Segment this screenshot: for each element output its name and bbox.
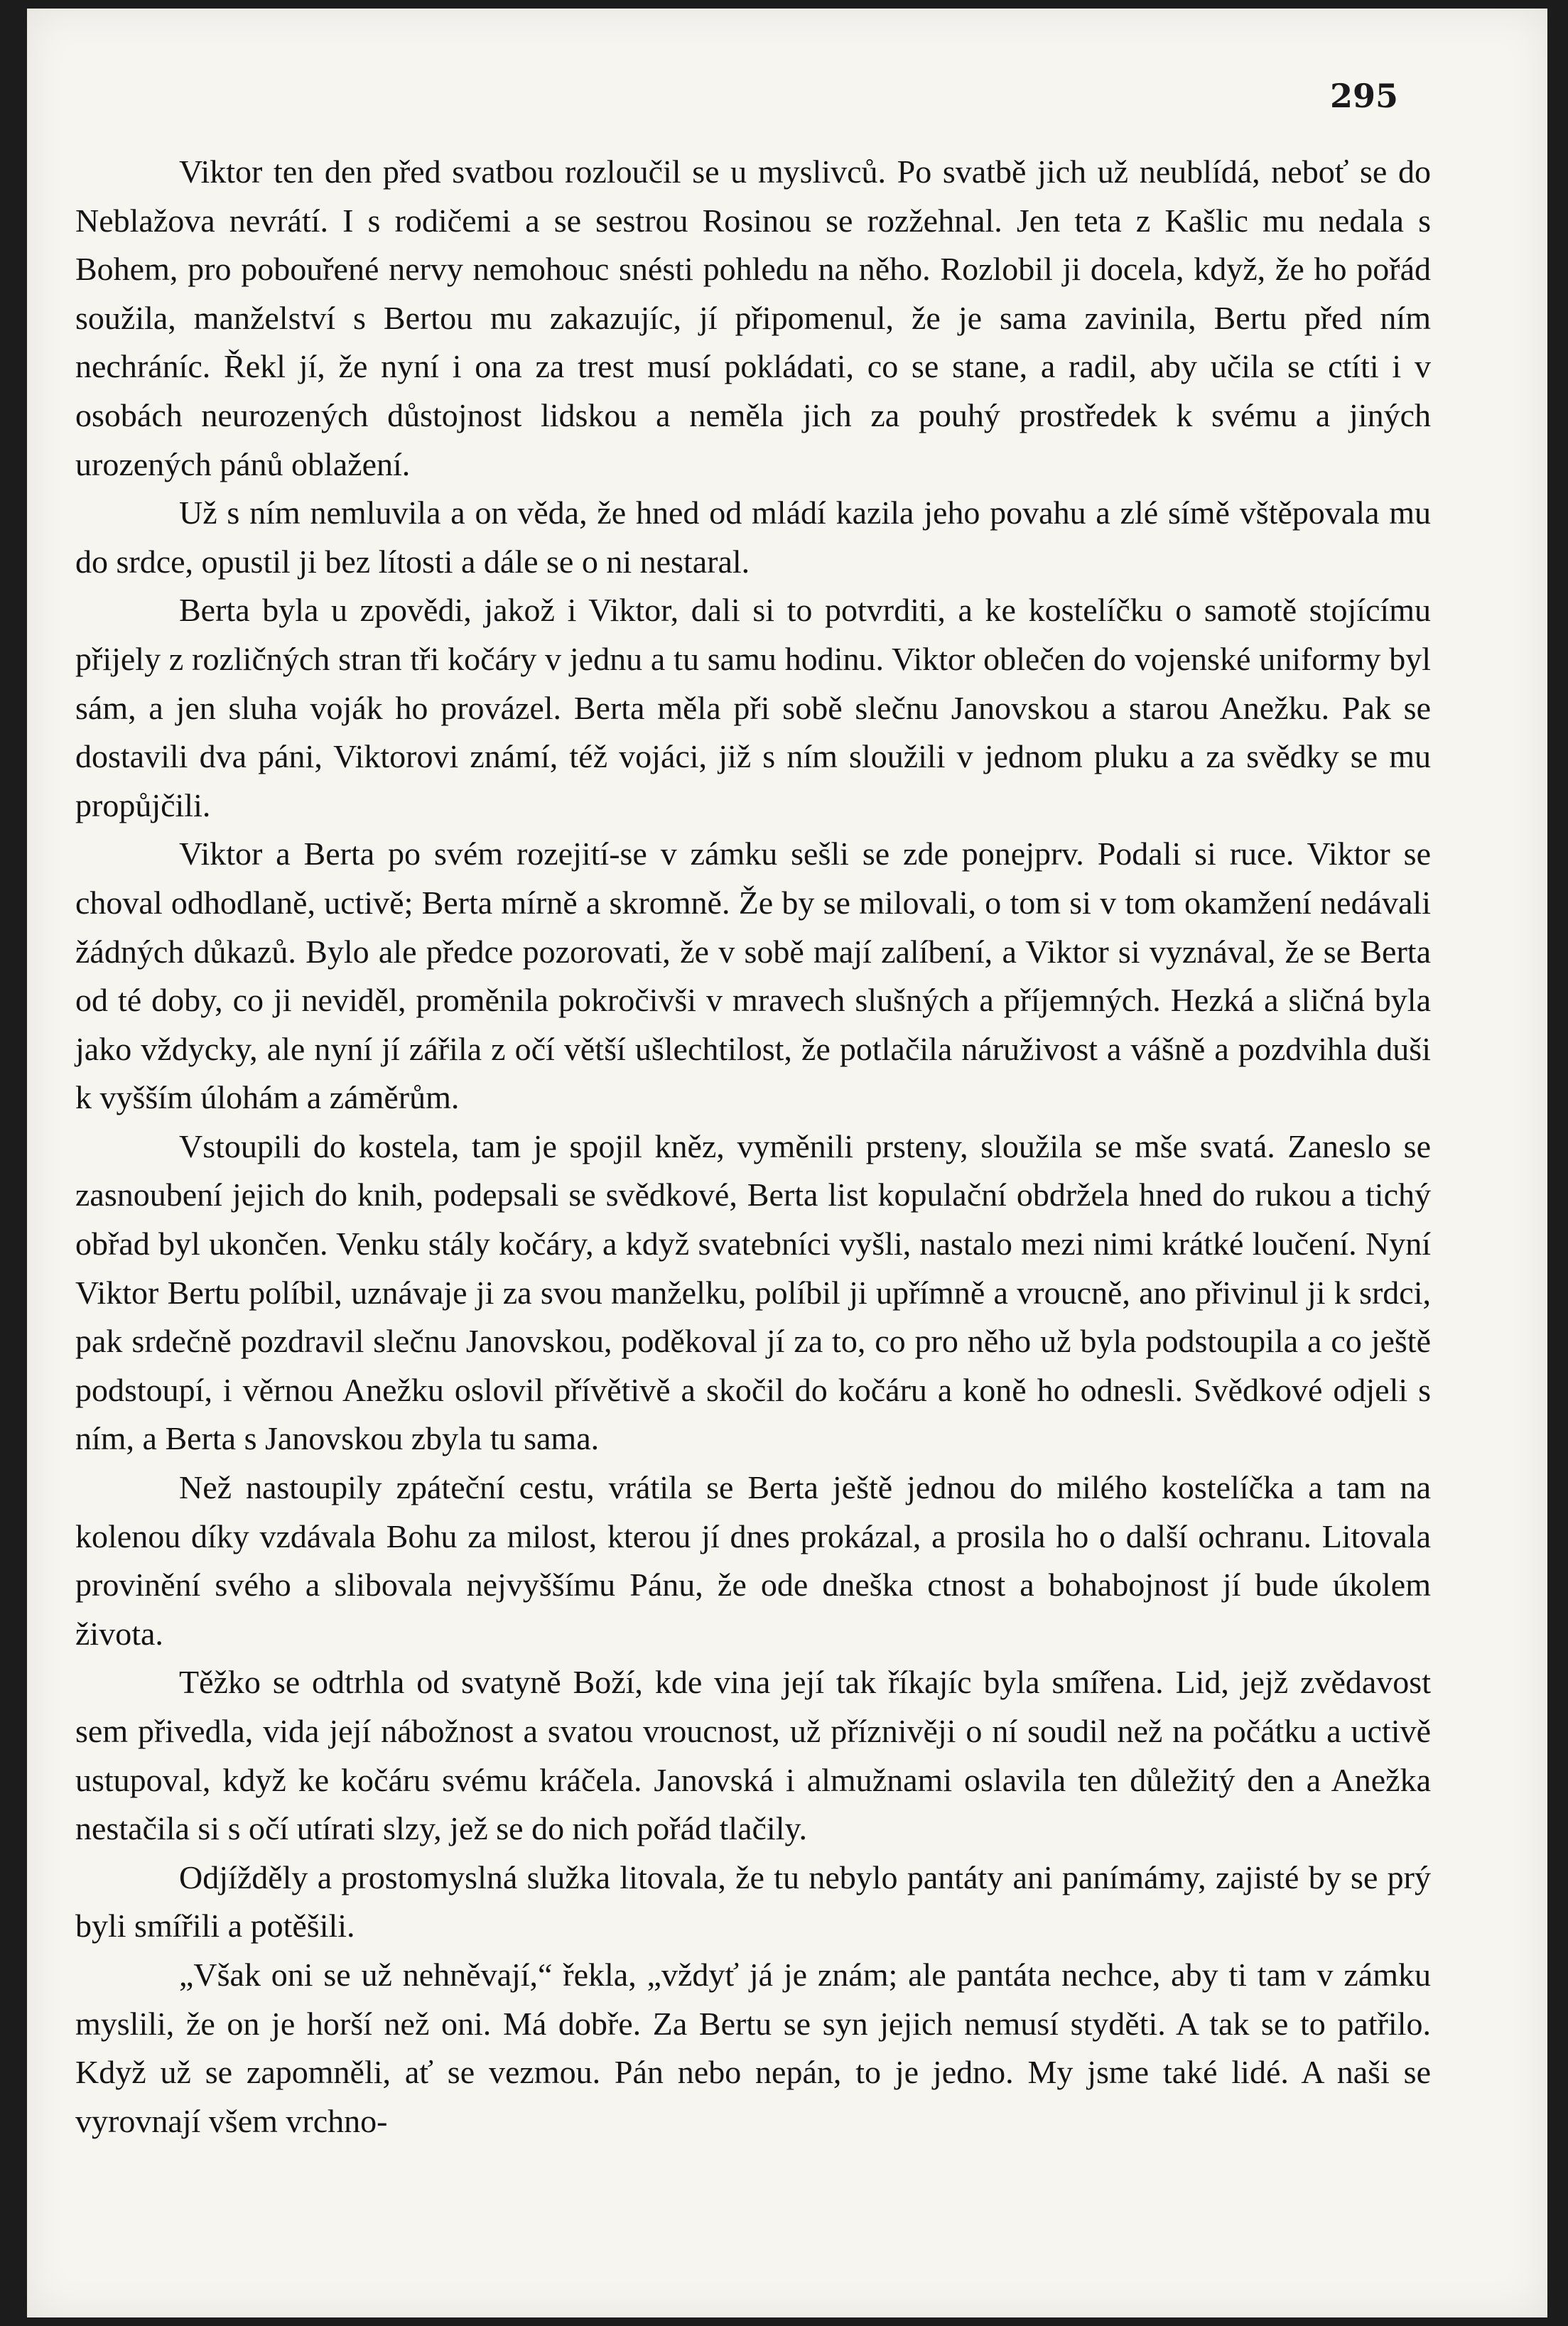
text-body bbox=[75, 148, 1431, 2146]
paragraph: Odjížděly a prostomyslná služka litovala, že tu nebylo pantáty ani panímámy, zajisté by se prý byli smířili a potěšili. bbox=[75, 1859, 1431, 1944]
paragraph: Viktor ten den před svatbou rozloučil se u myslivců. Po svatbě jich už neublídá, neboť se do Neblažova nevrátí. I s rodičemi a se sestrou Rosinou se rozžehnal. Jen teta z Kašlic mu nedala s Bohem, pro pobouřené nervy nemohouc snésti pohledu na něho. Rozlobil ji docela, když, že ho pořád soužila, manželství s Bertou mu zakazujíc, jí připomenul, že je sama zavinila, Bertu před ním nechráníc. Řekl jí, že nyní i ona za trest musí pokládati, co se stane, a radil, aby učila se ctíti i v osobách neurozených důstojnost lidskou a neměla jich za pouhý prostředek k svému a jiných urozených pánů oblažení. bbox=[75, 153, 1431, 482]
paragraph: Už s ním nemluvila a on věda, že hned od mládí kazila jeho povahu a zlé símě vštěpovala mu do srdce, opustil ji bez lítosti a dále se o ni nestaral. bbox=[75, 494, 1431, 580]
book-page bbox=[27, 9, 1547, 2317]
paragraph: „Však oni se už nehněvají,“ řekla, „vždyť já je znám; ale pantáta nechce, aby ti tam v zámku myslili, že on je horší než oni. Má dobře. Za Bertu se syn jejich nemusí styděti. A tak se to patřilo. Když už se zapomněli, ať se vezmou. Pán nebo nepán, to je jedno. My jsme také lidé. A naši se vyrovnají všem vrchno- bbox=[75, 1956, 1431, 2139]
paragraph: Berta byla u zpovědi, jakož i Viktor, dali si to potvrditi, a ke kostelíčku o samotě stojícímu přijely z rozličných stran tři kočáry v jednu a tu samu hodinu. Viktor oblečen do vojenské uniformy byl sám, a jen sluha voják ho provázel. Berta měla při sobě slečnu Janovskou a starou Anežku. Pak se dostavili dva páni, Viktorovi známí, též vojáci, již s ním sloužili v jednom pluku a za svědky se mu propůjčili. bbox=[75, 592, 1431, 823]
paragraph: Těžko se odtrhla od svatyně Boží, kde vina její tak říkajíc byla smířena. Lid, jejž zvědavost sem přivedla, vida její nábožnost a svatou vroucnost, už příznivěji o ní soudil než na počátku a uctivě ustupoval, když ke kočáru svému kráčela. Janovská i almužnami oslavila ten důležitý den a Anežka nestačila si s očí utírati slzy, jež se do nich pořád tlačily. bbox=[75, 1664, 1431, 1847]
paragraph: Viktor a Berta po svém rozejití-se v zámku sešli se zde ponejprv. Podali si ruce. Viktor se choval odhodlaně, uctivě; Berta mírně a skromně. Že by se milovali, o tom si v tom okamžení nedávali žádných důkazů. Bylo ale předce pozorovati, že v sobě mají zalíbení, a Viktor si vyznával, že se Berta od té doby, co ji neviděl, proměnila pokročivši v mravech slušných a příjemných. Hezká a sličná byla jako vždycky, ale nyní jí zářila z očí větší ušlechtilost, že potlačila náruživost a vášně a pozdvihla duši k vyšším úlohám a záměrům. bbox=[75, 835, 1431, 1116]
paragraph: Vstoupili do kostela, tam je spojil kněz, vyměnili prsteny, sloužila se mše svatá. Zaneslo se zasnoubení jejich do knih, podepsali se svědkové, Berta list kopulační obdržela hned do rukou a tichý obřad byl ukončen. Venku stály kočáry, a když svatebníci vyšli, nastalo mezi nimi krátké loučení. Nyní Viktor Bertu políbil, uznávaje ji za svou manželku, políbil ji upřímně a vroucně, ano přivinul ji k srdci, pak srdečně pozdravil slečnu Janovskou, poděkoval jí za to, co pro něho už byla podstoupila a co ještě podstoupí, i věrnou Anežku oslovil přívětivě a skočil do kočáru a koně ho odnesli. Svědkové odjeli s ním, a Berta s Janovskou zbyla tu sama. bbox=[75, 1127, 1431, 1457]
page-number: 295 bbox=[1329, 77, 1398, 115]
paragraph: Než nastoupily zpáteční cestu, vrátila se Berta ještě jednou do milého kostelíčka a tam na kolenou díky vzdávala Bohu za milost, kterou jí dnes prokázal, a prosila ho o další ochranu. Litovala provinění svého a slibovala nejvyššímu Pánu, že ode dneška ctnost a bohabojnost jí bude úkolem života. bbox=[75, 1469, 1431, 1652]
